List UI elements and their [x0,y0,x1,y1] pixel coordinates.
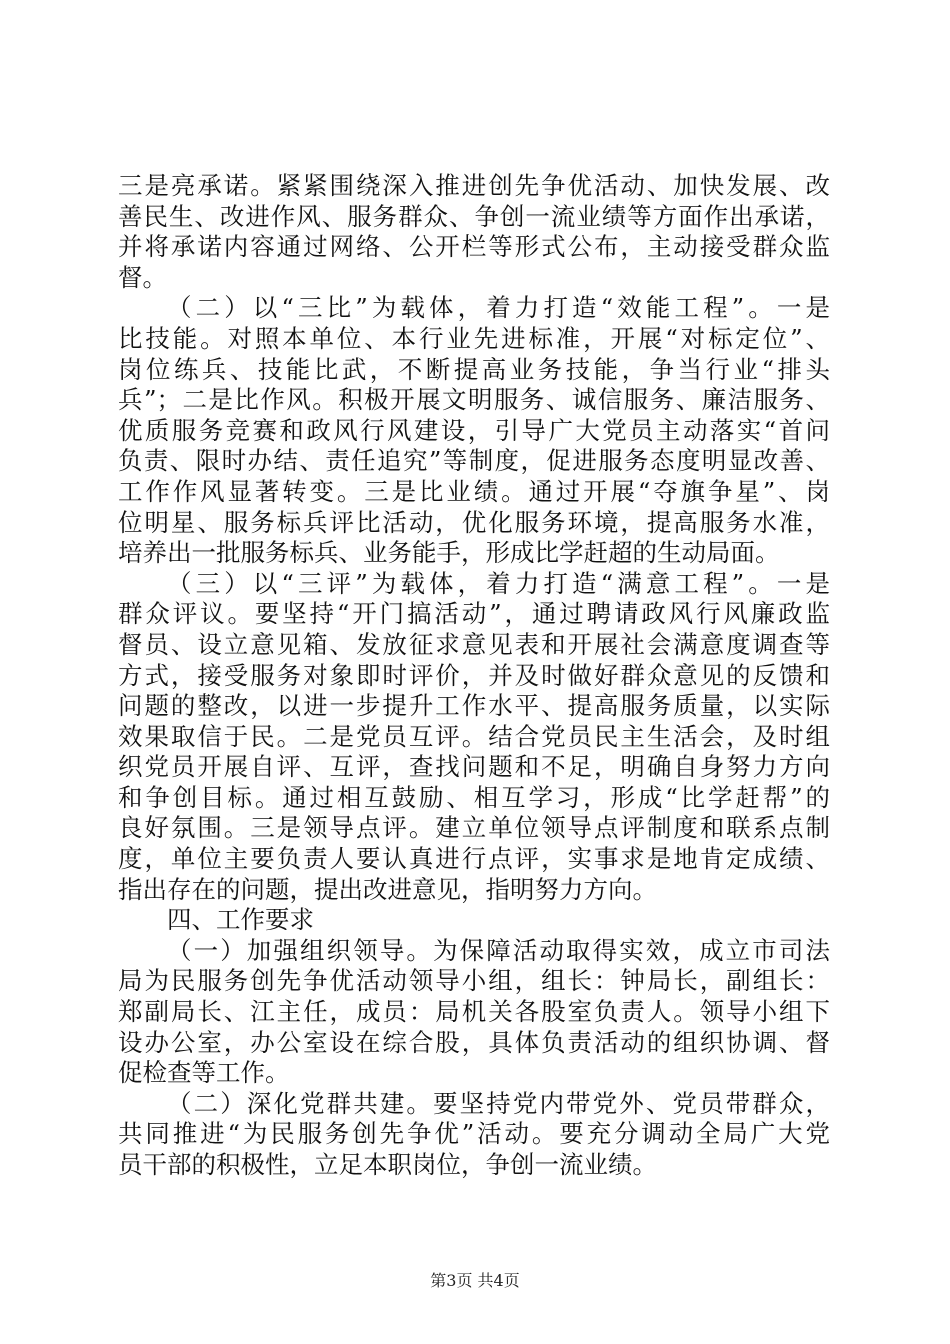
text-line: 和争创目标。通过相互鼓励、相互学习，形成“比学赶帮”的 [118,782,830,812]
text-line: 督员、设立意见箱、发放征求意见表和开展社会满意度调查等 [118,629,830,659]
document-body [118,171,830,1181]
text-line: （二）深化党群共建。要坚持党内带党外、党员带群众， [167,1088,830,1118]
text-line: 促检查等工作。 [118,1058,290,1088]
text-line: 兵”；二是比作风。积极开展文明服务、诚信服务、廉洁服务、 [118,385,830,415]
text-line: 优质服务竞赛和政风行风建设，引导广大党员主动落实“首问 [118,415,830,445]
text-line: 并将承诺内容通过网络、公开栏等形式公布，主动接受群众监 [118,232,830,262]
text-line: 岗位练兵、技能比武，不断提高业务技能，争当行业“排头 [118,354,830,384]
text-line: （二）以“三比”为载体，着力打造“效能工程”。一是 [167,293,830,323]
text-line: 工作作风显著转变。三是比业绩。通过开展“夺旗争星”、岗 [118,476,830,506]
text-line: 效果取信于民。二是党员互评。结合党员民主生活会，及时组 [118,721,830,751]
text-line: 指出存在的问题，提出改进意见，指明努力方向。 [118,874,657,904]
text-line: 位明星、服务标兵评比活动，优化服务环境，提高服务水准， [118,507,830,537]
text-line: 郑副局长、江主任，成员：局机关各股室负责人。领导小组下 [118,997,830,1027]
text-line: 局为民服务创先争优活动领导小组，组长：钟局长，副组长： [118,966,830,996]
text-line: 群众评议。要坚持“开门搞活动”，通过聘请政风行风廉政监 [118,599,830,629]
text-line: 良好氛围。三是领导点评。建立单位领导点评制度和联系点制 [118,813,830,843]
text-line: （三）以“三评”为载体，着力打造“满意工程”。一是 [167,568,830,598]
text-line: 共同推进“为民服务创先争优”活动。要充分调动全局广大党 [118,1119,830,1149]
text-line: 方式，接受服务对象即时评价，并及时做好群众意见的反馈和 [118,660,830,690]
text-line: 比技能。对照本单位、本行业先进标准，开展“对标定位”、 [118,323,830,353]
text-line: 善民生、改进作风、服务群众、争创一流业绩等方面作出承诺， [118,201,830,231]
text-line: 织党员开展自评、互评，查找问题和不足，明确自身努力方向 [118,752,830,782]
text-line: 培养出一批服务标兵、业务能手，形成比学赶超的生动局面。 [118,538,780,568]
text-line: 督。 [118,262,167,292]
text-line: 度，单位主要负责人要认真进行点评，实事求是地肯定成绩、 [118,844,830,874]
text-line: 四、工作要求 [167,905,314,935]
text-line: （一）加强组织领导。为保障活动取得实效，成立市司法 [167,935,830,965]
text-line: 负责、限时办结、责任追究”等制度，促进服务态度明显改善、 [118,446,830,476]
text-line: 三是亮承诺。紧紧围绕深入推进创先争优活动、加快发展、改 [118,171,830,200]
text-line: 员干部的积极性，立足本职岗位，争创一流业绩。 [118,1150,657,1179]
text-line: 设办公室，办公室设在综合股，具体负责活动的组织协调、督 [118,1027,830,1057]
page-footer: 第3页 共4页 [430,1271,520,1290]
text-line: 问题的整改，以进一步提升工作水平、提高服务质量，以实际 [118,691,830,721]
